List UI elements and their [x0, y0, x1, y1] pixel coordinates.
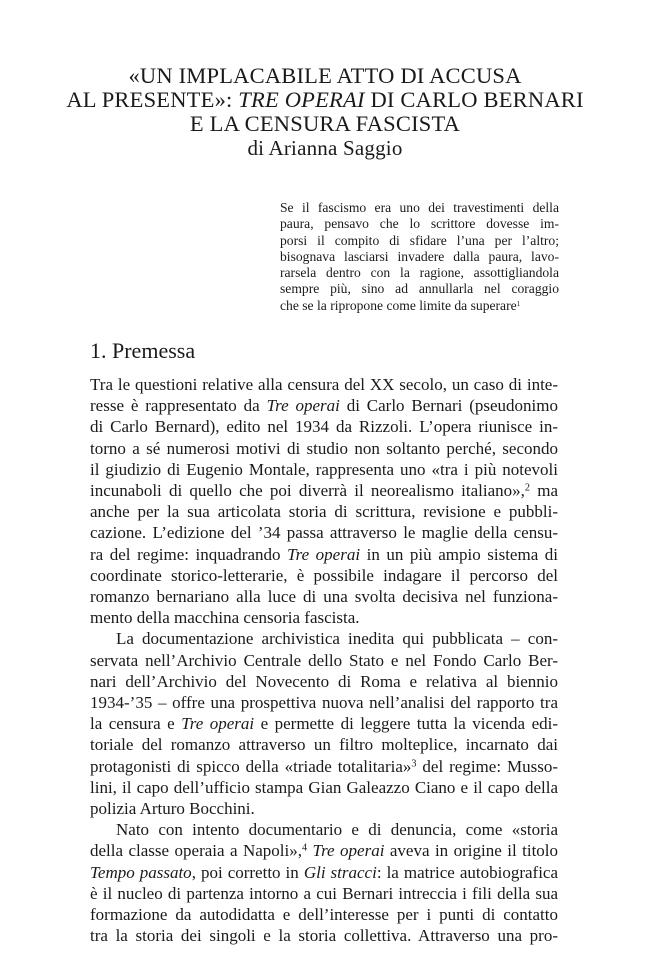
article-title-block [60, 64, 590, 160]
body-text-run: la censura e [90, 714, 182, 734]
body-line [90, 862, 558, 883]
author-byline: di Arianna Saggio [247, 136, 403, 160]
body-line: La documentazione archivistica inedita qui pubblicata – con- [116, 629, 558, 649]
title-italic-work: TRE OPERAI [238, 87, 365, 112]
italic-work-title: Tre operai [287, 544, 361, 564]
epigraph-line: bisognava lasciarsi invadere dalla paura, lavo- [280, 248, 559, 264]
body-line: servata nell’Archivio Centrale dello Stato e nel Fondo Carlo Ber- [90, 650, 558, 670]
title-text: DI CARLO BERNARI [364, 87, 584, 112]
epigraph-line: paura, pensavo che lo scrittore dovesse im- [280, 216, 559, 232]
body-line: romanzo bernariano alla luce di una svolta decisiva nel funziona- [90, 587, 558, 607]
title-line: «UN IMPLACABILE ATTO DI ACCUSA [128, 63, 522, 88]
body-line: Nato con intento documentario e di denuncia, come «storia [116, 820, 558, 840]
body-line: nari dell’Archivio del Novecento di Roma e relativa al biennio [90, 671, 558, 691]
body-line [90, 840, 558, 861]
body-text-run: incunaboli di quello che poi diverrà il neorealismo italiano», [90, 481, 525, 501]
body-line: il giudizio di Eugenio Montale, rappresenta uno «tra i più notevoli [90, 459, 558, 479]
body-line: 1934-’35 – offre una prospettiva nuova nell’analisi del rapporto tra [90, 693, 558, 713]
body-line: è il nucleo di partenza intorno a cui Bernari intreccia i fili della sua [90, 883, 558, 903]
body-text-run: del regime: Musso- [416, 756, 558, 776]
body-line: tra la storia dei singoli e la storia collettiva. Attraverso una pro- [90, 926, 558, 946]
body-line: mento della macchina censoria fascista. [90, 608, 360, 628]
body-line: formazione da autodidatta e dell’interesse per i punti di contatto [90, 905, 558, 925]
body-text-run: : la matrice autobiografica [376, 862, 559, 882]
body-line: lini, il capo dell’ufficio stampa Gian Galeazzo Ciano e il capo della [90, 777, 558, 797]
title-text: AL PRESENTE»: [66, 87, 239, 112]
body-text-run: ma [530, 481, 558, 501]
epigraph-line: rarsela dentro con la ragione, assottigliandola [280, 265, 559, 281]
body-line [90, 544, 558, 565]
footnote-ref[interactable]: 2 [524, 482, 531, 494]
body-line [90, 756, 558, 777]
body-text [90, 374, 558, 946]
body-text-run: e permette di leggere tutta la vicenda edi- [254, 714, 559, 734]
body-line [90, 395, 558, 416]
title-line [60, 88, 590, 112]
body-line [90, 713, 558, 734]
title-line: E LA CENSURA FASCISTA [189, 111, 461, 136]
body-line: coordinate storico-letterarie, è possibile indagare il percorso del [90, 565, 558, 585]
body-line: Tra le questioni relative alla censura del XX secolo, un caso di inte- [90, 375, 558, 394]
body-text-run: della classe operaia a Napoli», [90, 841, 302, 861]
body-text-run: resse è rappresentato da [90, 396, 267, 416]
body-text-run: di Carlo Bernari (pseudonimo [339, 396, 559, 416]
body-line: torno a sé numerosi motivi di studio non soltanto perché, secondo [90, 438, 558, 458]
italic-work-title: Tre operai [312, 841, 385, 861]
epigraph-text: che se la ripropone come limite da superare [280, 297, 517, 313]
epigraph-line: porsi il compito di sfidare l’una per l’altro; [280, 232, 559, 248]
body-line: anche per la sua articolata storia di scrittura, revisione e pubbli- [90, 502, 558, 522]
body-line [90, 480, 558, 501]
footnote-ref[interactable]: 4 [302, 842, 308, 854]
epigraph-line: sempre più, sino ad annullarla nel coraggio [280, 281, 559, 297]
body-line: toriale del romanzo attraverso un filtro molteplice, incarnato dai [90, 735, 558, 755]
epigraph-line [280, 298, 559, 314]
italic-work-title: Tempo passato [90, 862, 192, 882]
body-text-run: protagonisti di spicco della «triade totalitaria» [90, 756, 412, 776]
footnote-ref[interactable]: 3 [411, 758, 417, 770]
body-text-run: ra del regime: inquadrando [90, 544, 288, 564]
body-text-run: , poi corretto in [191, 862, 304, 882]
italic-work-title: Gli stracci [303, 862, 377, 882]
body-text-run: in un più ampio sistema di [360, 544, 559, 564]
epigraph-line: Se il fascismo era uno dei travestimenti della [280, 200, 559, 215]
body-line: polizia Arturo Bocchini. [90, 799, 255, 819]
footnote-ref[interactable]: 1 [516, 298, 521, 308]
body-line: di Carlo Bernard), edito nel 1934 da Rizzoli. L’opera riunisce in- [90, 417, 558, 437]
italic-work-title: Tre operai [181, 714, 255, 734]
body-text-run: aveva in origine il titolo [384, 841, 559, 861]
epigraph [280, 200, 559, 314]
section-heading: 1. Premessa [90, 338, 196, 363]
italic-work-title: Tre operai [266, 396, 340, 416]
body-line: cazione. L’edizione del ’34 passa attraverso le maglie della censu- [90, 523, 558, 543]
